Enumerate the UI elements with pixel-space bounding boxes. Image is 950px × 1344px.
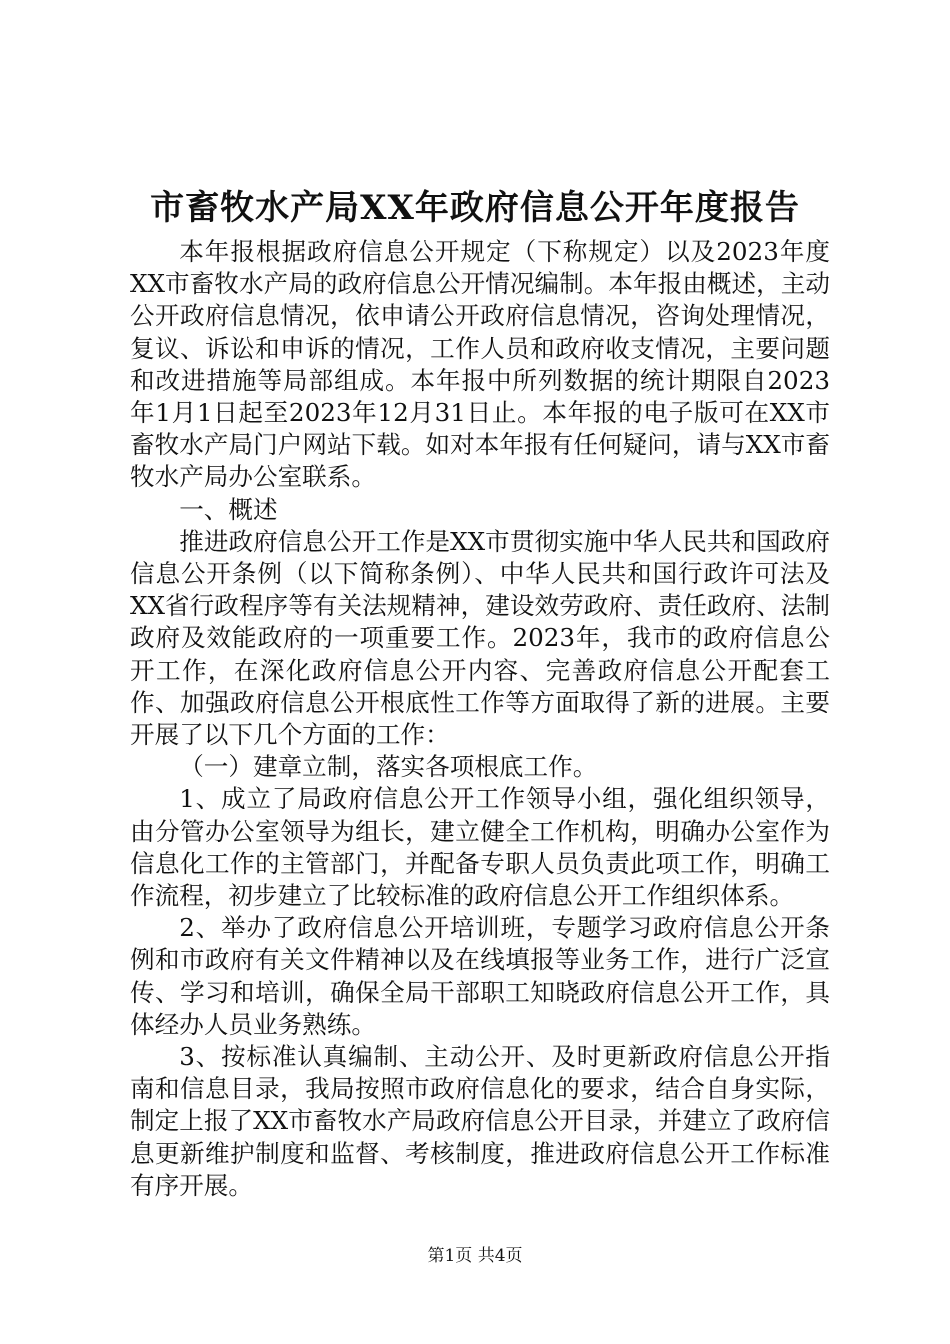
paragraph-intro: 本年报根据政府信息公开规定（下称规定）以及2023年度XX市畜牧水产局的政府信息公开情况编制。本年报由概述，主动公开政府信息情况，依申请公开政府信息情况，咨询处理情况，复议、诉讼和申诉的情况，工作人员和政府收支情况，主要问题和改进措施等局部组成。本年报中所列数据的统计期限自2023年1月1日起至2023年12月31日止。本年报的电子版可在XX市畜牧水产局门户网站下载。如对本年报有任何疑问，请与XX市畜牧水产局办公室联系。 [130,237,830,492]
page-number-footer: 第1页 共4页 [427,1246,523,1266]
document-body [130,236,830,1202]
paragraph-overview: 推进政府信息公开工作是XX市贯彻实施中华人民共和国政府信息公开条例（以下简称条例）、中华人民共和国行政许可法及XX省行政程序等有关法规精神，建设效劳政府、责任政府、法制政府及效能政府的一项重要工作。2023年，我市的政府信息公开工作，在深化政府信息公开内容、完善政府信息公开配套工作、加强政府信息公开根底性工作等方面取得了新的进展。主要开展了以下几个方面的工作： [130,526,830,750]
document-title: 市畜牧水产局XX年政府信息公开年度报告 [150,188,800,228]
paragraph-item-2: 2、举办了政府信息公开培训班，专题学习政府信息公开条例和市政府有关文件精神以及在线填报等业务工作，进行广泛宣传、学习和培训，确保全局干部职工知晓政府信息公开工作，具体经办人员业务熟练。 [130,913,830,1039]
subsection-heading-1: （一）建章立制，落实各项根底工作。 [179,752,598,782]
paragraph-item-1: 1、成立了局政府信息公开工作领导小组，强化组织领导，由分管办公室领导为组长，建立健全工作机构，明确办公室作为信息化工作的主管部门，并配备专职人员负责此项工作，明确工作流程，初步建立了比较标准的政府信息公开工作组织体系。 [130,784,830,911]
section-heading-overview: 一、概述 [179,494,278,524]
paragraph-item-3: 3、按标准认真编制、主动公开、及时更新政府信息公开指南和信息目录，我局按照市政府信息化的要求，结合自身实际，制定上报了XX市畜牧水产局政府信息公开目录，并建立了政府信息更新维护制度和监督、考核制度，推进政府信息公开工作标准有序开展。 [130,1042,830,1200]
